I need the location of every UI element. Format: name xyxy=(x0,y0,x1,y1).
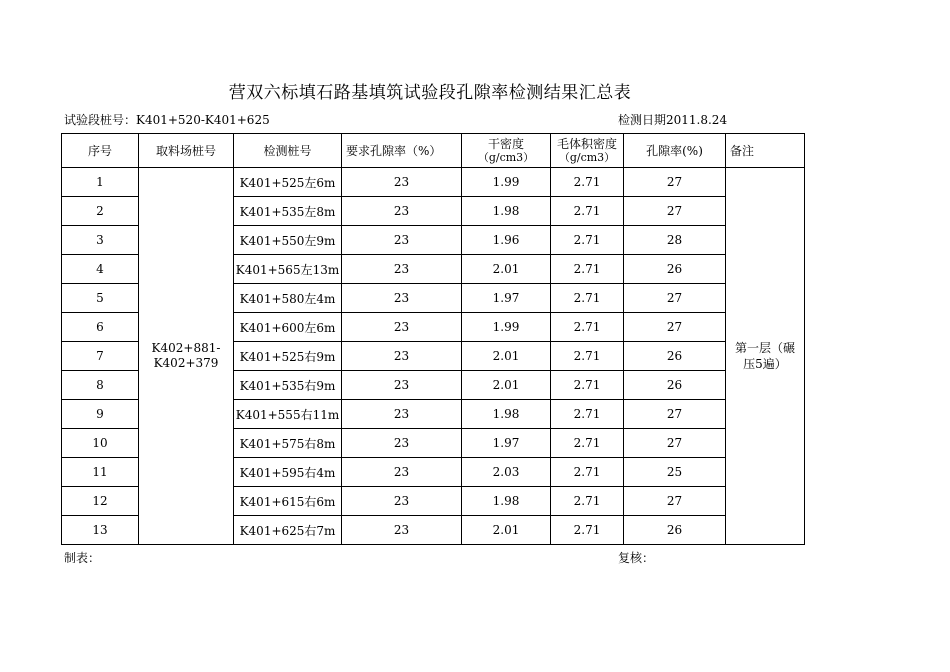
cell-seq: 9 xyxy=(62,400,139,429)
cell-dry-density: 1.98 xyxy=(462,400,551,429)
cell-porosity: 26 xyxy=(624,255,726,284)
cell-porosity: 27 xyxy=(624,168,726,197)
cell-station: K401+535右9m xyxy=(234,371,342,400)
cell-bulk-density: 2.71 xyxy=(551,400,624,429)
cell-station: K401+555右11m xyxy=(234,400,342,429)
cell-bulk-density: 2.71 xyxy=(551,429,624,458)
cell-seq: 4 xyxy=(62,255,139,284)
source-station-line: K402+881- xyxy=(151,341,221,355)
cell-dry-density: 1.97 xyxy=(462,429,551,458)
cell-bulk-density: 2.71 xyxy=(551,342,624,371)
cell-porosity: 27 xyxy=(624,313,726,342)
cell-seq: 13 xyxy=(62,516,139,545)
cell-porosity: 27 xyxy=(624,487,726,516)
cell-station: K401+525左6m xyxy=(234,168,342,197)
cell-required: 23 xyxy=(342,284,462,313)
cell-required: 23 xyxy=(342,197,462,226)
cell-porosity: 26 xyxy=(624,516,726,545)
cell-remark: 第一层（碾压5遍） xyxy=(726,168,805,545)
cell-bulk-density: 2.71 xyxy=(551,168,624,197)
cell-seq: 11 xyxy=(62,458,139,487)
header-bulk-density-label: 毛体积密度 xyxy=(556,136,617,151)
cell-required: 23 xyxy=(342,168,462,197)
cell-bulk-density: 2.71 xyxy=(551,313,624,342)
cell-dry-density: 1.99 xyxy=(462,168,551,197)
header-dry-density xyxy=(462,134,551,168)
cell-porosity: 26 xyxy=(624,371,726,400)
porosity-table xyxy=(61,133,805,545)
cell-dry-density: 1.99 xyxy=(462,313,551,342)
cell-bulk-density: 2.71 xyxy=(551,458,624,487)
header-source: 取料场桩号 xyxy=(139,134,234,168)
cell-dry-density: 2.01 xyxy=(462,516,551,545)
cell-bulk-density: 2.71 xyxy=(551,516,624,545)
cell-seq: 8 xyxy=(62,371,139,400)
date-label: 检测日期2011.8.24 xyxy=(618,113,728,127)
cell-porosity: 25 xyxy=(624,458,726,487)
cell-dry-density: 2.03 xyxy=(462,458,551,487)
cell-required: 23 xyxy=(342,487,462,516)
cell-bulk-density: 2.71 xyxy=(551,284,624,313)
cell-porosity: 27 xyxy=(624,429,726,458)
cell-required: 23 xyxy=(342,342,462,371)
cell-station: K401+575右8m xyxy=(234,429,342,458)
prepared-by: 制表： xyxy=(64,551,101,565)
cell-required: 23 xyxy=(342,458,462,487)
cell-dry-density: 1.97 xyxy=(462,284,551,313)
cell-source-station xyxy=(139,168,234,545)
cell-station: K401+615右6m xyxy=(234,487,342,516)
cell-station: K401+580左4m xyxy=(234,284,342,313)
header-bulk-density xyxy=(551,134,624,168)
cell-seq: 10 xyxy=(62,429,139,458)
header-station: 检测桩号 xyxy=(234,134,342,168)
page-title: 营双六标填石路基填筑试验段孔隙率检测结果汇总表 xyxy=(228,83,632,103)
cell-dry-density: 2.01 xyxy=(462,371,551,400)
cell-seq: 5 xyxy=(62,284,139,313)
cell-dry-density: 1.98 xyxy=(462,197,551,226)
source-station-line: K402+379 xyxy=(153,356,219,370)
cell-porosity: 27 xyxy=(624,197,726,226)
cell-station: K401+595右4m xyxy=(234,458,342,487)
cell-porosity: 28 xyxy=(624,226,726,255)
cell-porosity: 27 xyxy=(624,400,726,429)
cell-dry-density: 2.01 xyxy=(462,255,551,284)
cell-porosity: 27 xyxy=(624,284,726,313)
cell-seq: 1 xyxy=(62,168,139,197)
cell-seq: 6 xyxy=(62,313,139,342)
cell-required: 23 xyxy=(342,429,462,458)
cell-bulk-density: 2.71 xyxy=(551,197,624,226)
header-remark: 备注 xyxy=(726,134,805,168)
section-label: 试验段桩号：K401+520-K401+625 xyxy=(64,113,270,127)
cell-required: 23 xyxy=(342,516,462,545)
cell-station: K401+535左8m xyxy=(234,197,342,226)
header-porosity: 孔隙率(%) xyxy=(624,134,726,168)
header-seq: 序号 xyxy=(62,134,139,168)
cell-bulk-density: 2.71 xyxy=(551,371,624,400)
cell-required: 23 xyxy=(342,371,462,400)
header-required: 要求孔隙率（%） xyxy=(342,134,462,168)
cell-required: 23 xyxy=(342,255,462,284)
header-dry-density-label: 干密度 xyxy=(487,136,524,151)
reviewed-by: 复核： xyxy=(618,551,655,565)
cell-station: K401+550左9m xyxy=(234,226,342,255)
cell-seq: 3 xyxy=(62,226,139,255)
cell-seq: 12 xyxy=(62,487,139,516)
cell-seq: 7 xyxy=(62,342,139,371)
table-row xyxy=(62,168,805,197)
header-row xyxy=(62,134,805,168)
header-bulk-density-unit: （g/cm3） xyxy=(558,150,616,164)
cell-required: 23 xyxy=(342,400,462,429)
cell-porosity: 26 xyxy=(624,342,726,371)
cell-bulk-density: 2.71 xyxy=(551,487,624,516)
cell-station: K401+625右7m xyxy=(234,516,342,545)
cell-station: K401+525右9m xyxy=(234,342,342,371)
table-body xyxy=(62,168,805,545)
cell-required: 23 xyxy=(342,313,462,342)
cell-bulk-density: 2.71 xyxy=(551,226,624,255)
header-dry-density-unit: （g/cm3） xyxy=(477,150,535,164)
cell-bulk-density: 2.71 xyxy=(551,255,624,284)
cell-dry-density: 1.96 xyxy=(462,226,551,255)
cell-required: 23 xyxy=(342,226,462,255)
cell-seq: 2 xyxy=(62,197,139,226)
cell-station: K401+600左6m xyxy=(234,313,342,342)
cell-dry-density: 1.98 xyxy=(462,487,551,516)
cell-dry-density: 2.01 xyxy=(462,342,551,371)
cell-station: K401+565左13m xyxy=(234,255,342,284)
